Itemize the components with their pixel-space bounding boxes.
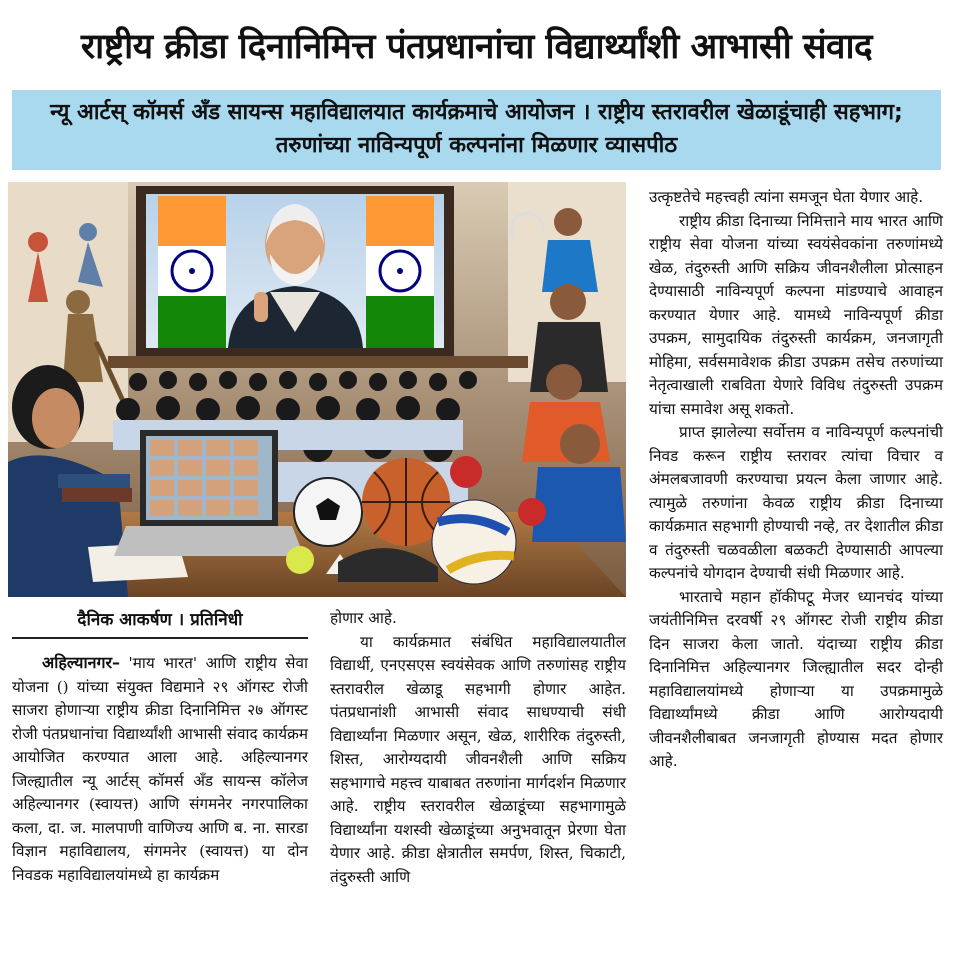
subheadline-box xyxy=(12,90,941,170)
mural-athlete-icon xyxy=(28,232,48,252)
column-middle xyxy=(330,607,626,889)
byline-rule xyxy=(12,637,308,639)
paragraph: राष्ट्रीय क्रीडा दिनाच्या निमित्ताने माय भारत आणि राष्ट्रीय सेवा योजना यांच्या स्वयंसेवकांना तरुणांमध्ये खेळ, तंदुरुस्ती आणि सक्रिय जीवनशैलीला प्रोत्साहन देण्यासाठी नाविन्यपूर्ण कल्पना मांडण्याचे आवाहन करण्यात येणार आहे. यामध्ये नाविन्यपूर्ण क्रीडा उपक्रम, सामुदायिक तंदुरुस्ती कार्यक्रम, जनजागृती मोहिमा, सर्वसमावेशक क्रीडा उपक्रम तसेच तरुणांच्या नेतृत्वाखाली राबविता येणारे विविध तंदुरुस्ती उपक्रम यांचा समावेश असू शकतो. xyxy=(649,211,943,418)
tt-paddle-icon xyxy=(450,456,482,488)
football-icon xyxy=(294,478,362,546)
column-right xyxy=(649,186,943,774)
column-left xyxy=(12,651,308,887)
byline: दैनिक आकर्षण । प्रतिनिधी xyxy=(77,610,243,630)
dateline: अहिल्यानगर– xyxy=(42,653,121,672)
paragraph xyxy=(12,651,308,887)
flag-right-icon xyxy=(366,196,434,348)
statue-icon xyxy=(66,290,90,314)
paragraph-text: 'माय भारत' आणि राष्ट्रीय सेवा योजना () यांच्या संयुक्त विद्यमाने २९ ऑगस्ट रोजी साजरा होणाऱ्या राष्ट्रीय क्रीडा दिनानिमित्त २७ ऑगस्ट रोजी पंतप्रधानांचा विद्यार्थ्यांशी आभासी संवाद कार्यक्रम आयोजित करण्यात आला आहे. अहिल्यानगर जिल्ह्यातील न्यू आर्टस् कॉमर्स अँड सायन्स कॉलेज अहिल्यानगर (स्वायत्त) आणि संगमनेर नगरपालिका कला, दा. ज. मालपाणी वाणिज्य आणि ब. ना. सारडा विज्ञान महाविद्यालय, संगमनेर (स्वायत्त) या दोन निवडक महाविद्यालयांमध्ये हा कार्यक्रम xyxy=(12,654,308,884)
tennis-ball-icon xyxy=(286,546,314,574)
paragraph: होणार आहे. xyxy=(330,609,397,627)
headline: राष्ट्रीय क्रीडा दिनानिमित्त पंतप्रधानांचा विद्यार्थ्यांशी आभासी संवाद xyxy=(80,27,873,67)
paragraph: उत्कृष्टतेचे महत्त्वही त्यांना समजून घेता येणार आहे. xyxy=(649,188,924,206)
volleyball-icon xyxy=(432,500,516,584)
photo-illustration xyxy=(8,182,626,597)
laptop-icon xyxy=(114,430,304,556)
article-photo xyxy=(8,182,626,597)
flag-left-icon xyxy=(158,196,226,348)
paragraph: भारताचे महान हॉकीपटू मेजर ध्यानचंद यांच्या जयंतीनिमित्त दरवर्षी २९ ऑगस्ट रोजी राष्ट्रीय क्रीडा दिन साजरा केला जातो. यंदाच्या राष्ट्रीय क्रीडा दिनानिमित्त अहिल्यानगर जिल्ह्यातील सदर दोन्ही महाविद्यालयांमध्ये होणाऱ्या या उपक्रमामुळे विद्यार्थ्यांमध्ये क्रीडा आणि आरोग्यदायी जीवनशैलीबाबत जनजागृती होण्यास मदत होणार आहे. xyxy=(649,587,943,770)
subheadline: न्यू आर्टस् कॉमर्स अँड सायन्स महाविद्यालयात कार्यक्रमाचे आयोजन । राष्ट्रीय स्तरावरील खेळाडूंचाही सहभाग; तरुणांच्या नाविन्यपूर्ण कल्पनांना मिळणार व्यासपीठ xyxy=(50,100,903,158)
paragraph: या कार्यक्रमात संबंधित महाविद्यालयातील विद्यार्थी, एनएसएस स्वयंसेवक आणि तरुणांसह राष्ट्रीय स्तरावरील खेळाडू सहभागी होणार आहेत. पंतप्रधानांशी आभासी संवाद साधण्याची संधी विद्यार्थ्यांना मिळणार असून, खेळ, शारीरिक तंदुरुस्ती, शिस्त, आरोग्यदायी जीवनशैली आणि सक्रिय सहभागाचे महत्त्व याबाबत तरुणांना मार्गदर्शन मिळणार आहे. राष्ट्रीय स्तरावरील खेळाडूंच्या सहभागामुळे विद्यार्थ्यांना यशस्वी खेळाडूंच्या अनुभवातून प्रेरणा घेता येणार आहे. क्रीडा क्षेत्रातील समर्पण, शिस्त, चिकाटी, तंदुरुस्ती आणि xyxy=(330,632,626,886)
paragraph: प्राप्त झालेल्या सर्वोत्तम व नाविन्यपूर्ण कल्पनांची निवड करून राष्ट्रीय स्तरावर त्यांचा विचार व अंमलबजावणी करण्याचा प्रयत्न केला जाणार आहे. त्यामुळे तरुणांना केवळ राष्ट्रीय क्रीडा दिनाच्या कार्यक्रमात सहभागी होण्याची नव्हे, तर देशातील क्रीडा व तंदुरुस्ती चळवळीला बळकटी देण्यासाठी आपल्या कल्पनांचे योगदान देण्याची संधी मिळणार आहे. xyxy=(649,423,943,582)
